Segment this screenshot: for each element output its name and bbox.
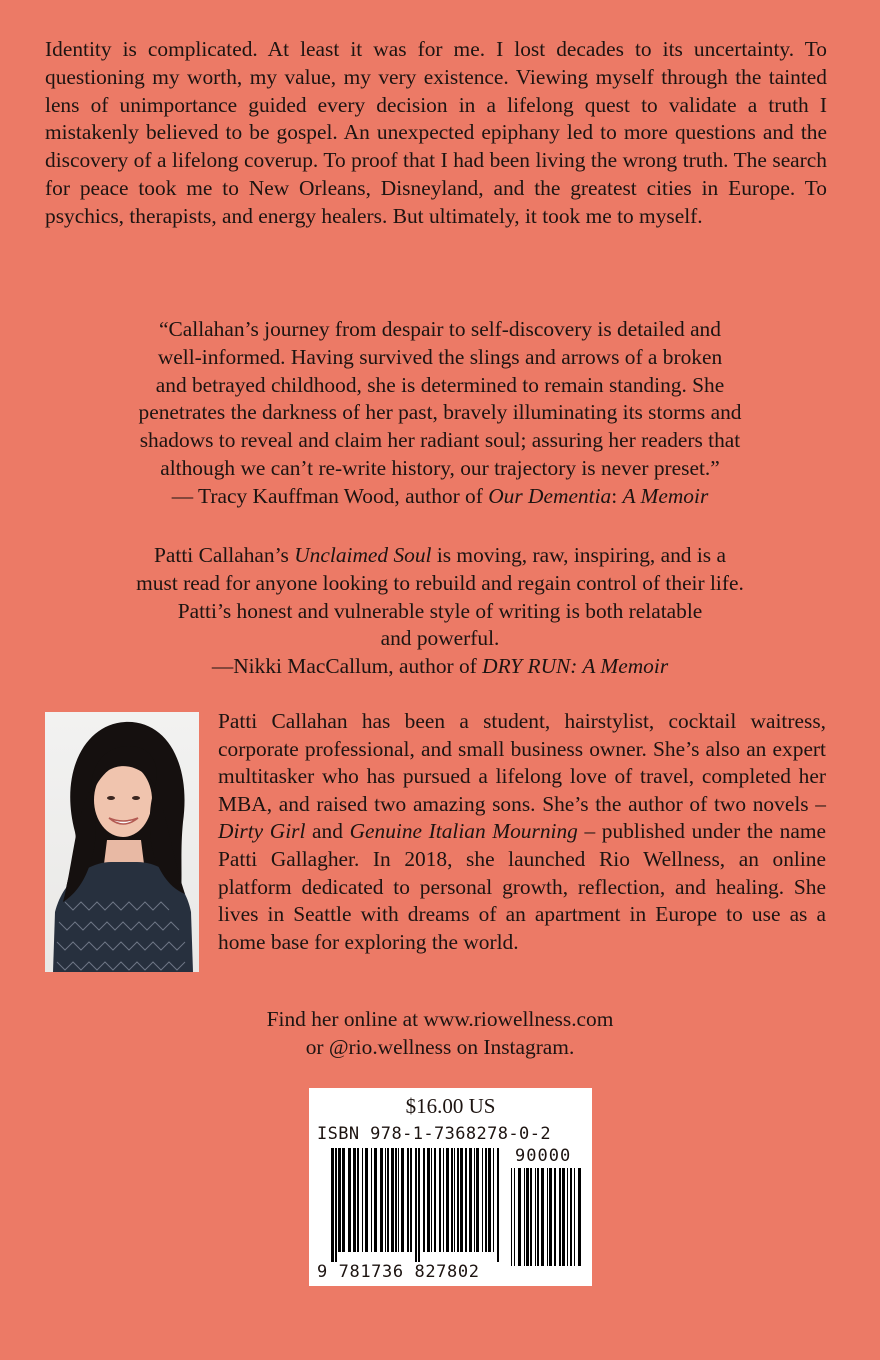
author-bio	[218, 708, 826, 956]
author-photo	[45, 712, 199, 972]
quote-line: shadows to reveal and claim her radiant soul; assuring her readers that	[139, 428, 741, 453]
barcode-bar	[427, 1148, 430, 1252]
barcode-bar	[469, 1148, 472, 1252]
barcode-bar	[348, 1148, 351, 1252]
barcode-bar	[371, 1148, 372, 1252]
attribution-text: — Tracy Kauffman Wood, author of	[171, 483, 489, 508]
barcode-bar	[374, 1148, 377, 1252]
book-title: DRY RUN: A Memoir	[482, 654, 669, 679]
price-label: $16.00 US	[405, 1094, 496, 1118]
barcode-bar	[526, 1168, 529, 1266]
barcode-bar	[443, 1148, 444, 1252]
quote-line: penetrates the darkness of her past, bravely illuminating its storms and	[138, 400, 742, 425]
barcode-bar	[511, 1168, 512, 1266]
barcode-bar	[391, 1148, 394, 1252]
barcode-bar	[578, 1168, 581, 1266]
barcode-bar	[547, 1168, 548, 1266]
title-separator: :	[611, 483, 623, 508]
quote-text: Patti Callahan’s	[154, 543, 295, 567]
barcode-bar	[365, 1148, 368, 1252]
barcode-bar	[530, 1168, 532, 1266]
barcode-bar	[407, 1148, 409, 1252]
author-portrait-illustration	[45, 712, 199, 972]
instagram-line: or @rio.wellness on Instagram.	[305, 1034, 575, 1059]
barcode-bar	[342, 1148, 345, 1252]
barcode-bar	[493, 1148, 494, 1252]
barcode-bar	[385, 1148, 386, 1252]
barcode-bar	[570, 1168, 572, 1266]
bio-text: – published under the name Patti Gallagher. In 2018, she launched Rio Wellness, an online platform dedicated to personal growth, reflection, and healing. She lives in Seattle with dreams of an apartment in Europe to use as a home base for exploring the world.	[218, 819, 826, 954]
barcode-bar	[559, 1168, 561, 1266]
barcode-bar	[335, 1148, 337, 1262]
barcode-bar	[465, 1148, 467, 1252]
bio-text: and	[305, 819, 350, 844]
quote-line	[40, 542, 840, 570]
barcode-bar	[524, 1168, 525, 1266]
barcode-bar	[331, 1148, 334, 1262]
barcode-bar	[387, 1148, 389, 1252]
barcode-bar	[398, 1148, 399, 1252]
barcode-bar	[439, 1148, 441, 1252]
barcode-bar	[434, 1148, 436, 1252]
barcode-bar	[380, 1148, 383, 1252]
quote-line: and powerful.	[380, 626, 500, 651]
barcode-bar	[574, 1168, 575, 1266]
novel-title: Dirty Girl	[218, 819, 306, 844]
barcode-bar	[451, 1148, 453, 1252]
quote-line: although we can’t re-write history, our trajectory is never preset.”	[160, 455, 720, 480]
quote-line: “Callahan’s journey from despair to self-discovery is detailed and	[159, 317, 721, 341]
website-line: Find her online at www.riowellness.com	[266, 1007, 614, 1031]
ean-digits: 9 781736 827802	[317, 1262, 480, 1282]
barcode-bar	[410, 1148, 412, 1252]
book-title: Unclaimed Soul	[294, 543, 432, 567]
barcode-bar	[541, 1168, 544, 1266]
barcode-bar	[460, 1148, 463, 1252]
isbn-number: ISBN 978-1-7368278-0-2	[317, 1124, 551, 1144]
barcode-bar	[353, 1148, 356, 1252]
barcode-bar	[457, 1148, 459, 1252]
quote-attribution	[40, 483, 840, 511]
back-cover-blurb: Identity is complicated. At least it was for me. I lost decades to its uncertainty. To questioning my worth, my value, my very existence. Viewing myself through the tainted lens of unimportance guided every decision in a lifelong quest to validate a truth I mistakenly believed to be gospel. An unexpected epiphany led to more questions and the discovery of a lifelong coverup. To proof that I had been living the wrong truth. The search for peace took me to New Orleans, Disneyland, and the greatest cities in Europe. To psychics, therapists, and energy healers. But ultimately, it took me to myself.	[45, 37, 827, 228]
barcode-bar	[446, 1148, 449, 1252]
barcode-bar	[518, 1168, 521, 1266]
barcode-bar	[474, 1148, 475, 1252]
barcode-bar	[401, 1148, 404, 1252]
book-title: Our Dementia	[488, 483, 612, 508]
quote-line: must read for anyone looking to rebuild and regain control of their life.	[136, 570, 744, 595]
barcode-bar	[423, 1148, 425, 1252]
barcode-bar	[549, 1168, 552, 1266]
barcode-bar	[488, 1148, 491, 1252]
barcode-bar	[482, 1148, 483, 1252]
novel-title: Genuine Italian Mourning	[349, 819, 578, 844]
barcode-bar	[431, 1148, 432, 1252]
author-online-links	[0, 1006, 880, 1062]
barcode-bars	[309, 1088, 592, 1286]
quote-line: Patti’s honest and vulnerable style of writing is both relatable	[177, 598, 703, 623]
barcode-bar	[362, 1148, 363, 1252]
attribution-text: —Nikki MacCallum, author of	[211, 654, 483, 679]
review-quote-maccallum	[40, 542, 840, 681]
barcode-bar	[537, 1168, 539, 1266]
addon-digits: 90000	[515, 1146, 572, 1166]
barcode-bar	[476, 1148, 479, 1252]
review-quote-wood	[40, 316, 840, 511]
barcode-bar	[497, 1148, 499, 1262]
barcode-bar	[418, 1148, 420, 1262]
barcode-bar	[514, 1168, 515, 1266]
quote-attribution	[40, 653, 840, 681]
book-subtitle: A Memoir	[622, 483, 709, 508]
isbn-barcode-panel	[309, 1088, 592, 1286]
bio-text: Patti Callahan has been a student, hairstylist, cocktail waitress, corporate professional, and small business owner. She’s also an expert multitasker who has pursued a lifelong love of travel, completed her MBA, and raised two amazing sons. She’s the author of two novels –	[218, 709, 826, 816]
barcode-bar	[562, 1168, 565, 1266]
quote-line: well-informed. Having survived the slings and arrows of a broken	[157, 344, 723, 369]
barcode-bar	[454, 1148, 455, 1252]
barcode-bar	[554, 1168, 556, 1266]
barcode-bar	[485, 1148, 487, 1252]
barcode-bar	[415, 1148, 417, 1262]
barcode-bar	[357, 1148, 359, 1252]
barcode-bar	[535, 1168, 536, 1266]
barcode-bar	[567, 1168, 568, 1266]
quote-line: and betrayed childhood, she is determined to remain standing. She	[155, 372, 725, 397]
quote-text: is moving, raw, inspiring, and is a	[431, 543, 726, 567]
barcode-bar	[338, 1148, 341, 1252]
barcode-bar	[395, 1148, 397, 1252]
